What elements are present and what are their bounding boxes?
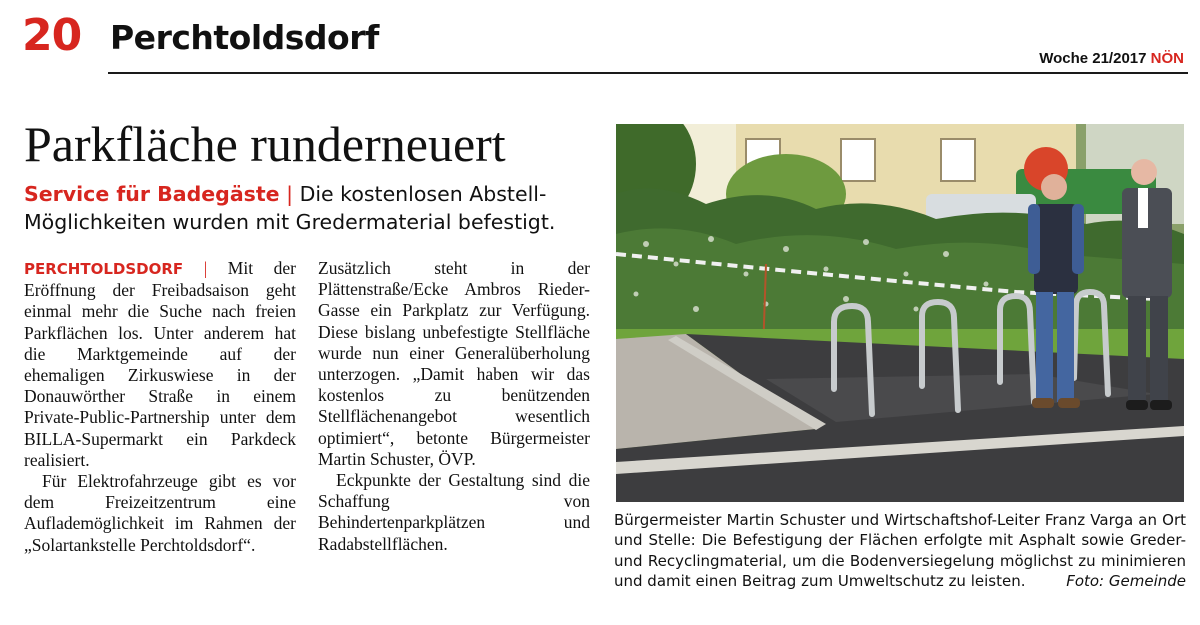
photo-illustration <box>616 124 1184 502</box>
dateline-separator: | <box>203 258 208 278</box>
photo-credit: Foto: Gemeinde <box>1066 571 1186 590</box>
article-deck <box>24 180 604 236</box>
article-kicker: Service für Badegäste <box>24 182 280 206</box>
header-divider <box>108 72 1188 74</box>
article-column-2 <box>318 258 590 555</box>
page-number: 20 <box>22 10 82 61</box>
kicker-separator: | <box>286 182 294 206</box>
section-title: Perchtoldsdorf <box>110 18 379 57</box>
paragraph-text: Mit der Eröffnung der Freibadsaison geht einmal mehr die Suche nach freien Parkflächen los. Unter anderem hat die Marktgemeinde auf der ehemaligen Zirkuswiese in der Donauwörther Straße in einem Private-Public-Partnership unter dem BILLA-Supermarkt ein Parkdeck realisiert. <box>24 258 296 470</box>
paragraph: Für Elektrofahrzeuge gibt es vor dem Freizeitzentrum eine Auflademöglichkeit im Rahmen der „Solartankstelle Perchtoldsdorf“. <box>24 471 296 555</box>
issue-label <box>1039 50 1184 67</box>
article-photo <box>616 124 1184 502</box>
paragraph <box>24 258 296 471</box>
article-column-1 <box>24 258 296 556</box>
caption-text: Bürgermeister Martin Schuster und Wirtschaftshof-Leiter Franz Varga an Ort und Stelle: Die Befestigung der Flächen erfolgte mit Asphalt sowie Greder- und Recyclingmaterial, um die Bodenversiegelung möglichst zu minimieren und damit einen Beitrag zum Umweltschutz zu leisten. <box>614 511 1186 590</box>
photo-caption <box>614 510 1186 591</box>
brand-logo: NÖN <box>1150 50 1184 67</box>
article-headline: Parkfläche runderneuert <box>24 116 506 172</box>
paragraph: Eckpunkte der Gestaltung sind die Schaffung von Behindertenparkplätzen und Radabstellflächen. <box>318 470 590 554</box>
dateline: PERCHTOLDSDORF <box>24 260 184 278</box>
deck-text: Die kostenlosen Abstell-Möglichkeiten wurden mit Gredermaterial befestigt. <box>24 182 556 234</box>
paragraph: Zusätzlich steht in der Plättenstraße/Ecke Ambros Rieder-Gasse ein Parkplatz zur Verfügung. Diese bislang unbefestigte Stellfläche wurde nun einer Generalüberholung unterzogen. „Damit haben wir das kostenlos zu benützenden Stellflächenangebot wesentlich optimiert“, betonte Bürgermeister Martin Schuster, ÖVP. <box>318 258 590 469</box>
issue-week: Woche 21/2017 <box>1039 50 1147 67</box>
